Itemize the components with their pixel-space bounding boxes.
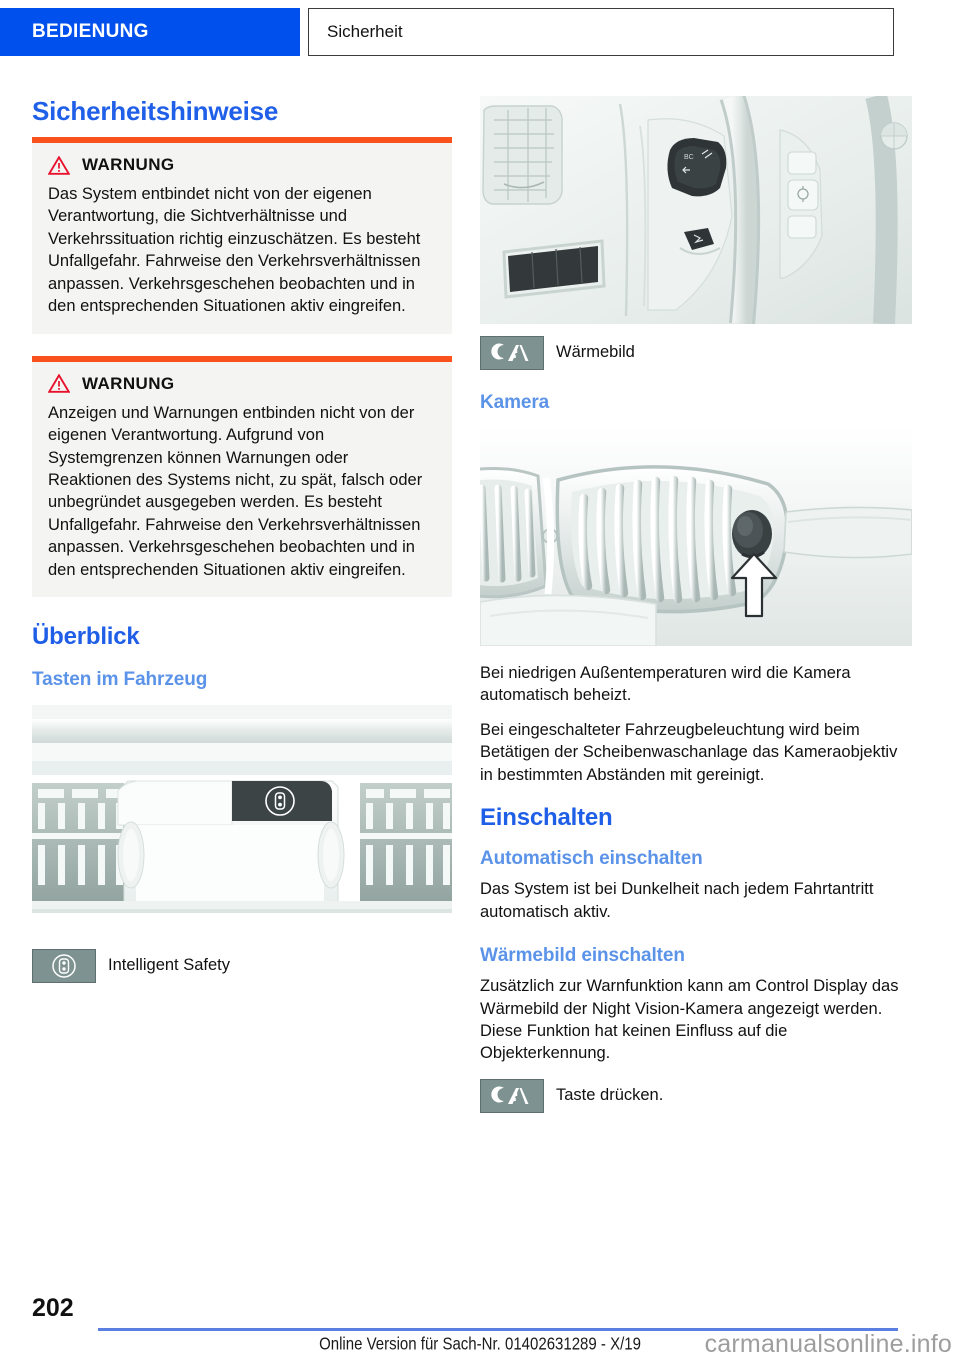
page-title: Sicherheitshinweise <box>32 96 279 126</box>
camera-heading: Kamera <box>480 392 550 413</box>
page-footer <box>0 1290 960 1362</box>
warning-block-1 <box>32 137 452 334</box>
warning-block-2 <box>32 356 452 598</box>
camera-paragraph-1: Bei niedrigen Außentemperaturen wird die Kamera automatisch beheizt. <box>480 664 851 705</box>
thermal-switch-heading: Wärmebild einschalten <box>480 945 685 967</box>
intelligent-safety-icon <box>32 949 96 983</box>
page-header <box>0 8 960 56</box>
night-vision-icon <box>480 336 544 370</box>
warning-text: Das System entbindet nicht von der eigenen Verantwortung, die Sichtverhältnisse und Verkehrssituation richtig einzuschätzen. Es besteht Unfallgefahr. Fahrweise den Verkehrsverhältnissen anpassen. Verkehrsgeschehen beobachten und in den entsprechenden Situationen aktiv eingreifen. <box>48 185 421 316</box>
warning-label: WARNUNG <box>82 155 175 174</box>
auto-switch-heading: Automatisch einschalten <box>480 848 703 870</box>
instruction-label: Taste drücken. <box>556 1085 664 1104</box>
chapter-label: BEDIENUNG <box>32 21 149 42</box>
section-tab[interactable] <box>308 8 894 56</box>
overview-heading: Überblick <box>32 623 140 651</box>
left-column <box>32 96 452 983</box>
warning-title-row <box>48 155 436 175</box>
warning-triangle-icon <box>48 374 70 393</box>
caption-label: Intelligent Safety <box>108 956 230 975</box>
buttons-heading: Tasten im Fahrzeug <box>32 669 208 691</box>
caption-label: Wärmebild <box>556 343 635 361</box>
page-number: 202 <box>32 1294 74 1322</box>
steering-column-figure <box>480 96 912 324</box>
figure-caption-waermebild <box>480 336 912 370</box>
thermal-switch-text: Zusätzlich zur Warnfunktion kann am Control Display das Wärmebild der Night Vision-Kamera angezeigt werden. Diese Funktion hat keinen Einfluss auf die Objekterkennung. <box>480 977 899 1063</box>
instruction-press-button <box>480 1079 912 1113</box>
auto-switch-text: Das System ist bei Dunkelheit nach jedem Fahrtantritt automatisch aktiv. <box>480 880 874 921</box>
grille-camera-figure <box>480 426 912 646</box>
right-column <box>480 96 912 1113</box>
night-vision-icon <box>480 1079 544 1113</box>
warning-label: WARNUNG <box>82 373 175 393</box>
switch-on-heading: Einschalten <box>480 804 613 832</box>
warning-text: Anzeigen und Warnungen entbinden nicht von der eigenen Verantwortung. Aufgrund von Systemgrenzen können Warnungen oder Reaktionen des Systems nicht, zu spät, falsch oder unbegründet ausgegeben werden. Es besteht Unfallgefahr. Fahrweise den Verkehrsverhältnissen anpassen. Verkehrsgeschehen beobachten und in den entsprechenden Situationen aktiv eingreifen. <box>48 403 423 579</box>
watermark: carmanualsonline.info <box>704 1330 952 1358</box>
figure-caption-intelligent-safety <box>32 949 452 983</box>
center-console-figure <box>32 703 452 935</box>
section-label: Sicherheit <box>327 22 403 41</box>
footer-version: Online Version für Sach-Nr. 01402631289 - X/19 <box>319 1334 641 1355</box>
svg-text:BC: BC <box>684 154 694 161</box>
chapter-tab[interactable] <box>0 8 300 56</box>
camera-paragraph-2: Bei eingeschalteter Fahrzeugbeleuchtung wird beim Betätigen der Scheibenwaschanlage das Kameraobjektiv in bestimmten Abständen mit gereinigt. <box>480 720 898 784</box>
warning-triangle-icon <box>48 156 70 175</box>
warning-title-row <box>48 374 436 394</box>
